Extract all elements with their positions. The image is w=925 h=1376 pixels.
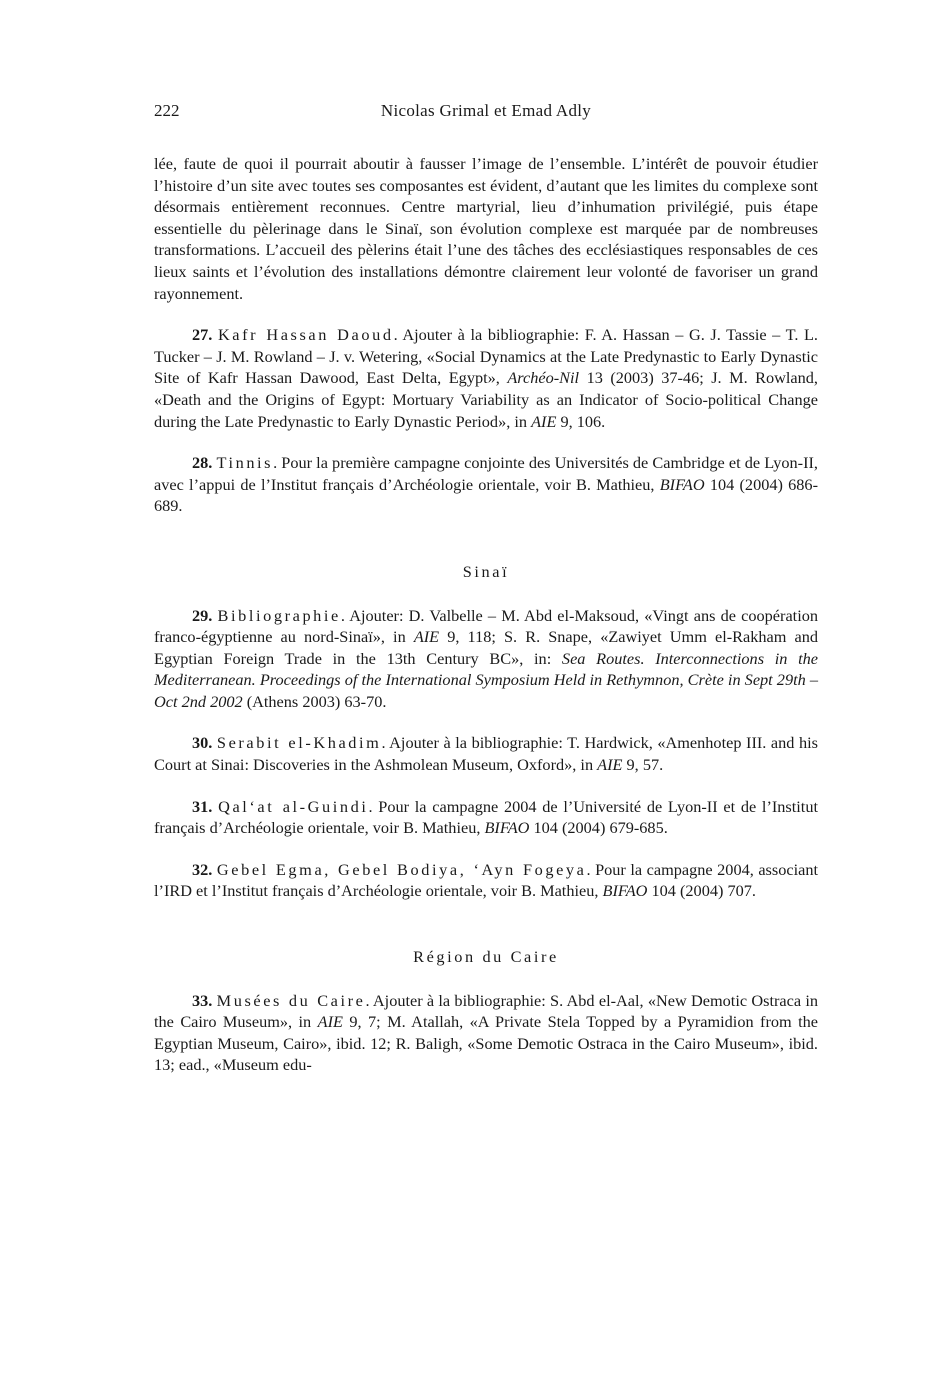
entry-29	[154, 605, 818, 713]
journal-title: BIFAO	[602, 881, 648, 901]
entry-text: 9, 118; S. R. Snape, «Zawiyet Umm el-Rakham and Egyptian Foreign Trade in the 13th Century BC», in:	[154, 627, 819, 668]
journal-title: BIFAO	[659, 474, 705, 494]
entry-text: . Pour la campagne 2004 de l’Université de Lyon-II et de l’Institut français d’Archéologie orientale, voir B. Mathieu,	[154, 796, 818, 838]
journal-title: AIE	[413, 627, 440, 647]
entry-31	[154, 796, 818, 839]
intro-paragraph: lée, faute de quoi il pourrait aboutir à fausser l’image de l’ensemble. L’intérêt de pouvoir étudier l’histoire d’un site avec toutes ses composantes est évident, d’autant que les limites du complexe sont désormais entièrement reconnues. Centre martyrial, lieu d’inhumation privilégié, puis étape essentielle du pèlerinage dans le Sinaï, son évolution complexe est marquée par de nombreuses transformations. L’accueil des pèlerins était l’une des tâches des ecclésiastiques responsables de ces lieux saints et l’évolution des installations démontre clairement leur volonté de favoriser un grand rayonnement.	[154, 154, 818, 303]
entry-text: 9, 7; M. Atallah, «A Private Stela Topped by a Pyramidion from the Egyptian Museum, Cairo», ibid. 12; R. Baligh, «Some Demotic Ostraca in the Cairo Museum», ibid. 13; ead., «Museum edu-	[154, 1012, 819, 1075]
entry-27	[154, 324, 818, 432]
entry-text: . Ajouter à la bibliographie: S. Abd el-Aal, «New Demotic Ostraca in the Cairo Museum», in	[154, 990, 818, 1032]
section-heading-sinai: Sinaï	[462, 561, 510, 581]
entry-32	[154, 859, 818, 902]
entry-text: . Ajouter à la bibliographie: T. Hardwick, «Amenhotep III. and his Court at Sinai: Discoveries in the Ashmolean Museum, Oxford», in	[154, 733, 818, 775]
journal-title: Archéo-Nil	[507, 368, 580, 388]
journal-title: AIE	[531, 411, 557, 431]
entry-33	[154, 990, 818, 1076]
section-heading-caire: Région du Caire	[413, 947, 559, 967]
entry-30	[154, 732, 818, 775]
running-head: Nicolas Grimal et Emad Adly	[380, 101, 592, 120]
entry-number: 30.	[192, 733, 213, 753]
body-text	[154, 153, 818, 1076]
entry-text: (Athens 2003) 63-70.	[242, 691, 387, 711]
site-name: Bibliographie	[217, 605, 341, 625]
journal-title: AIE	[597, 755, 623, 775]
entry-text: . Ajouter à la bibliographie: F. A. Hassan – G. J. Tassie – T. L. Tucker – J. M. Rowland – J. v. Wetering, «Social Dynamics at the Late Predynastic to Early Dynastic Site of Kafr Hassan Dawood, East Delta, Egypt»,	[154, 325, 818, 388]
entry-text: . Pour la campagne 2004, associant l’IRD et l’Institut français d’Archéologie orientale, voir B. Mathieu,	[154, 859, 818, 901]
entry-28	[154, 452, 818, 517]
entry-text: 104 (2004) 686-689.	[154, 474, 818, 516]
book-title: Sea Routes. Interconnections in the Mediterranean. Proceedings of the International Symposium Held in Rethymnon, Crète in Sept 29th – Oct 2nd 2002	[154, 648, 818, 711]
entry-text: . Ajouter: D. Valbelle – M. Abd el-Maksoud, «Vingt ans de coopération franco-égyptienne au nord-Sinaï», in	[154, 605, 818, 647]
site-name: Serabit el-Khadim	[216, 733, 382, 753]
site-name: Tinnis	[216, 453, 274, 473]
entry-text: 13 (2003) 37-46; J. M. Rowland, «Death and the Origins of Egypt: Mortuary Variability as an Indicator of Socio-political Change during the Late Predynastic to Early Dynastic Period», in	[154, 368, 818, 431]
journal-title: BIFAO	[484, 818, 530, 838]
entry-number: 28.	[192, 453, 213, 473]
entry-number: 27.	[192, 325, 213, 345]
entry-number: 31.	[192, 796, 213, 816]
site-name: Musées du Caire	[216, 990, 366, 1010]
entry-text: 9, 106.	[556, 411, 606, 431]
site-name: Kafr Hassan Daoud	[217, 325, 394, 345]
entry-text: 104 (2004) 679-685.	[529, 818, 668, 838]
entry-text: 9, 57.	[622, 755, 664, 775]
entry-number: 29.	[192, 605, 213, 625]
entry-number: 32.	[192, 859, 213, 879]
entry-text: . Pour la première campagne conjointe des Universités de Cambridge et de Lyon-II, avec l’appui de l’Institut français d’Archéologie orientale, voir B. Mathieu,	[154, 453, 818, 494]
site-name: Qal‘at al-Guindi	[218, 796, 369, 816]
entry-text: 104 (2004) 707.	[647, 881, 756, 901]
entry-number: 33.	[192, 990, 213, 1010]
page-number: 222	[154, 101, 180, 120]
site-name: Gebel Egma, Gebel Bodiya, ‘Ayn Fogeya	[216, 859, 587, 879]
journal-title: AIE	[317, 1012, 343, 1032]
